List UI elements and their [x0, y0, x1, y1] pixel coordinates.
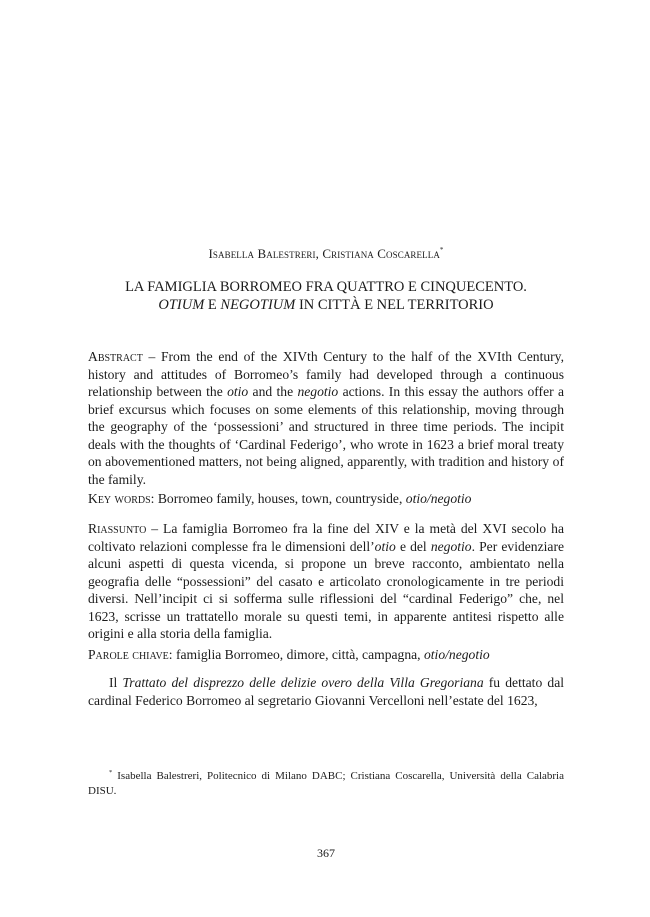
- footnote: [88, 766, 564, 798]
- title-italic: NEGOTIUM: [220, 297, 296, 313]
- title-text: IN CITTÀ E NEL TERRITORIO: [295, 297, 494, 313]
- title-text: E: [204, 297, 221, 313]
- abstract-italic: otio: [227, 384, 249, 399]
- footnote-text: Isabella Balestreri, Politecnico di Milano DABC; Cristiana Coscarella, Università della Calabria DISU.: [88, 770, 564, 797]
- page-number: 367: [317, 846, 335, 860]
- riassunto-text: . Per evidenziare alcuni aspetti di questa vicenda, si propone un breve racconto, ambientato nella geografia delle “possessioni” del casato e articolato cronologicamente in tre periodi diversi. Nell’incipit ci si sofferma sulle riflessioni del “cardinal Federigo” che, nel 1623, scrisse un trattatello morale su questi temi, in apparente antitesi rispetto alle origini e alla storia della famiglia.: [88, 538, 564, 641]
- footnote-marker: *: [439, 246, 444, 254]
- parole-chiave-italic: otio/negotio: [423, 647, 490, 662]
- parole-chiave-text: : famiglia Borromeo, dimore, città, campagna,: [168, 647, 424, 662]
- body-paragraph: [88, 674, 564, 709]
- abstract-italic: negotio: [297, 384, 339, 399]
- riassunto-label: Riassunto: [88, 521, 147, 536]
- paper-title: [88, 278, 564, 314]
- footnote-marker: *: [109, 769, 113, 776]
- riassunto-text: – La famiglia Borromeo fra la fine del XIV e la metà del XVI secolo ha coltivato relazioni complesse fra le dimensioni dell’: [88, 521, 564, 554]
- authors-line: [88, 246, 564, 262]
- keywords-label: Key words: [88, 491, 151, 506]
- parole-chiave-line: [88, 646, 564, 664]
- title-line: LA FAMIGLIA BORROMEO FRA QUATTRO E CINQUECENTO.: [125, 279, 527, 295]
- author-name: Cristiana Coscarella: [322, 246, 440, 261]
- parole-chiave-label: Parole chiave: [88, 647, 169, 662]
- abstract-text: actions. In this essay the authors offer a brief excursus which focuses on some elements of this relationship, moving through the geography of the ‘possessioni’ and structured in three time periods. The incipit deals with the thoughts of ‘Cardinal Federigo’, who wrote in 1623 a brief moral treaty on abovementioned matters, not being aligned, apparently, with tradition and history of the family.: [88, 384, 564, 487]
- abstract-text: – From the end of the XIVth Century to the half of the XVIth Century, history and attitudes of Borromeo’s family had developed through a continuous relationship between the: [88, 349, 564, 399]
- author-separator: ,: [315, 246, 323, 261]
- riassunto-text: e del: [395, 538, 431, 554]
- paper-page: [88, 0, 564, 917]
- title-line: [88, 296, 564, 314]
- title-italic: OTIUM: [158, 297, 205, 313]
- body-italic: Trattato del disprezzo delle delizie overo della Villa Gregoriana: [122, 675, 484, 690]
- keywords-italic: otio/negotio: [405, 491, 472, 506]
- body-text: fu dettato dal cardinal Federico Borromeo al segretario Giovanni Vercelloni nell’estate del 1623,: [88, 675, 565, 708]
- keywords-text: : Borromeo family, houses, town, countryside,: [150, 491, 406, 506]
- riassunto-paragraph: [88, 520, 564, 643]
- author-name: Isabella Balestreri: [208, 246, 316, 261]
- keywords-line: [88, 490, 564, 508]
- abstract-text: and the: [248, 384, 298, 399]
- body-text: Il: [109, 675, 123, 690]
- riassunto-italic: negotio: [430, 538, 472, 554]
- abstract-label: Abstract: [88, 349, 143, 364]
- abstract-paragraph: [88, 348, 564, 488]
- riassunto-italic: otio: [374, 538, 396, 554]
